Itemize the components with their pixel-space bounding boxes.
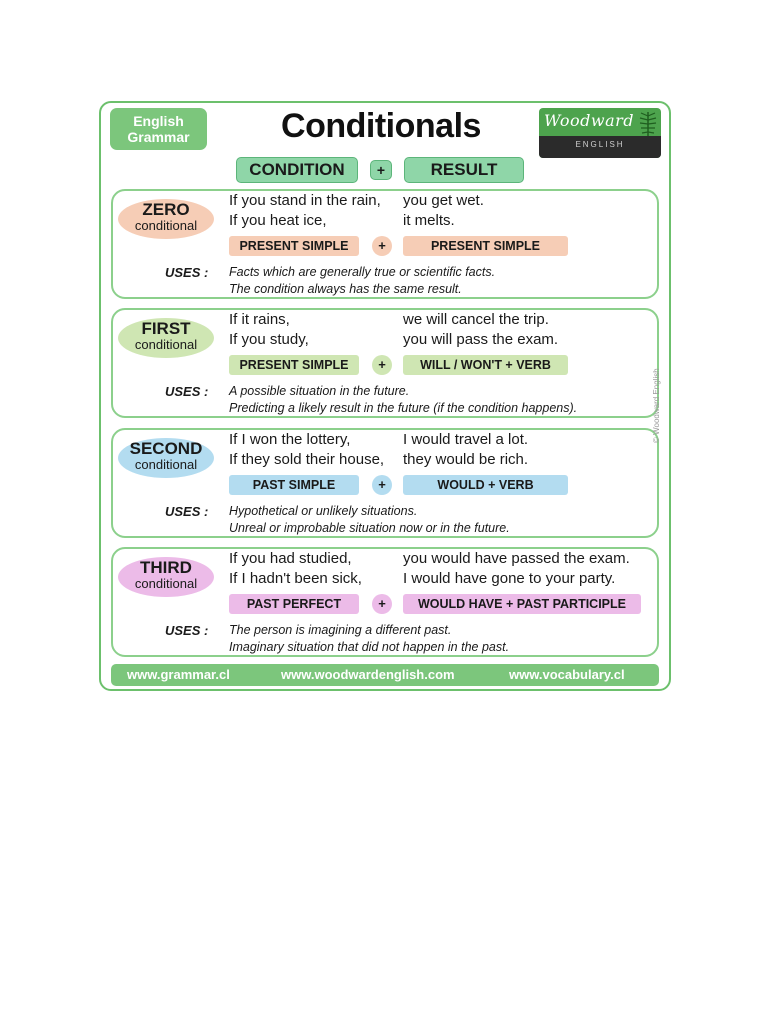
woodward-logo [539,108,661,158]
footer-link-grammar[interactable]: www.grammar.cl [127,667,230,682]
third-conditions [229,549,362,589]
section-third-conditional [111,547,659,657]
first-res-1: we will cancel the trip. [403,311,549,328]
second-cond-2: If they sold their house, [229,451,385,468]
zero-res-2: it melts. [403,212,455,229]
second-sub: conditional [134,457,198,472]
result-header: RESULT [404,157,524,183]
zero-cond-1: If you stand in the rain, [229,192,381,209]
second-use-2: Unreal or improbable situation now or in the future. [229,521,510,535]
second-use-1: Hypothetical or unlikely situations. [229,504,418,518]
zero-form-condition: PRESENT SIMPLE [229,236,359,256]
conditionals-infographic [99,101,671,691]
zero-uses-text [229,264,495,298]
section-zero-conditional [111,189,659,299]
third-uses-label: USES : [165,623,209,638]
second-results [403,430,528,470]
second-form-result: WOULD + VERB [403,475,568,495]
first-cond-2: If you study, [229,331,309,348]
zero-form-result: PRESENT SIMPLE [403,236,568,256]
badge-line-2: Grammar [127,129,190,145]
section-second-conditional [111,428,659,538]
first-form-condition: PRESENT SIMPLE [229,355,359,375]
zero-use-1: Facts which are generally true or scientific facts. [229,265,496,279]
first-use-2: Predicting a likely result in the future (if the condition happens). [229,401,578,415]
third-form-condition: PAST PERFECT [229,594,359,614]
header-plus: + [370,160,392,180]
second-uses-text [229,503,510,537]
zero-name: ZERO [142,200,190,219]
badge-line-1: English [133,113,184,129]
zero-results [403,191,484,231]
third-res-2: I would have gone to your party. [403,570,616,587]
zero-use-2: The condition always has the same result. [229,282,462,296]
page-title: Conditionals [281,107,481,145]
zero-res-1: you get wet. [403,192,484,209]
third-use-2: Imaginary situation that did not happen in the past. [229,640,510,654]
logo-name: Woodward [544,111,634,130]
third-form-result: WOULD HAVE + PAST PARTICIPLE [403,594,641,614]
first-uses-text [229,383,577,417]
third-results [403,549,630,589]
footer-links-bar [111,664,659,686]
zero-sub: conditional [134,218,198,233]
zero-conditions [229,191,381,231]
third-cond-1: If you had studied, [229,550,352,567]
zero-cond-2: If you heat ice, [229,212,327,229]
second-label [118,438,214,478]
third-cond-2: If I hadn't been sick, [229,570,362,587]
first-results [403,310,558,350]
footer-link-woodwardenglish[interactable]: www.woodwardenglish.com [281,667,455,682]
second-res-2: they would be rich. [403,451,529,468]
third-uses-text [229,622,509,656]
condition-header: CONDITION [236,157,358,183]
first-sub: conditional [134,337,198,352]
first-label [118,318,214,358]
zero-plus: + [372,236,392,256]
second-cond-1: If I won the lottery, [229,431,351,448]
third-res-1: you would have passed the exam. [403,550,630,567]
section-first-conditional [111,308,659,418]
third-plus: + [372,594,392,614]
zero-label [118,199,214,239]
second-name: SECOND [129,439,203,458]
first-cond-1: If it rains, [229,311,290,328]
first-use-1: A possible situation in the future. [229,384,410,398]
second-form-condition: PAST SIMPLE [229,475,359,495]
third-sub: conditional [134,576,198,591]
third-label [118,557,214,597]
first-plus: + [372,355,392,375]
zero-uses-label: USES : [165,265,209,280]
first-name: FIRST [141,319,191,338]
first-res-2: you will pass the exam. [403,331,559,348]
first-form-result: WILL / WON'T + VERB [403,355,568,375]
footer-link-vocabulary[interactable]: www.vocabulary.cl [509,667,625,682]
second-plus: + [372,475,392,495]
second-uses-label: USES : [165,504,209,519]
third-use-1: The person is imagining a different past. [229,623,452,637]
logo-subtitle: ENGLISH [539,136,661,158]
copyright-note: © Woodward English [652,368,661,443]
second-conditions [229,430,384,470]
english-grammar-badge [110,108,207,150]
third-name: THIRD [140,558,192,577]
second-res-1: I would travel a lot. [403,431,529,448]
first-conditions [229,310,309,350]
first-uses-label: USES : [165,384,209,399]
